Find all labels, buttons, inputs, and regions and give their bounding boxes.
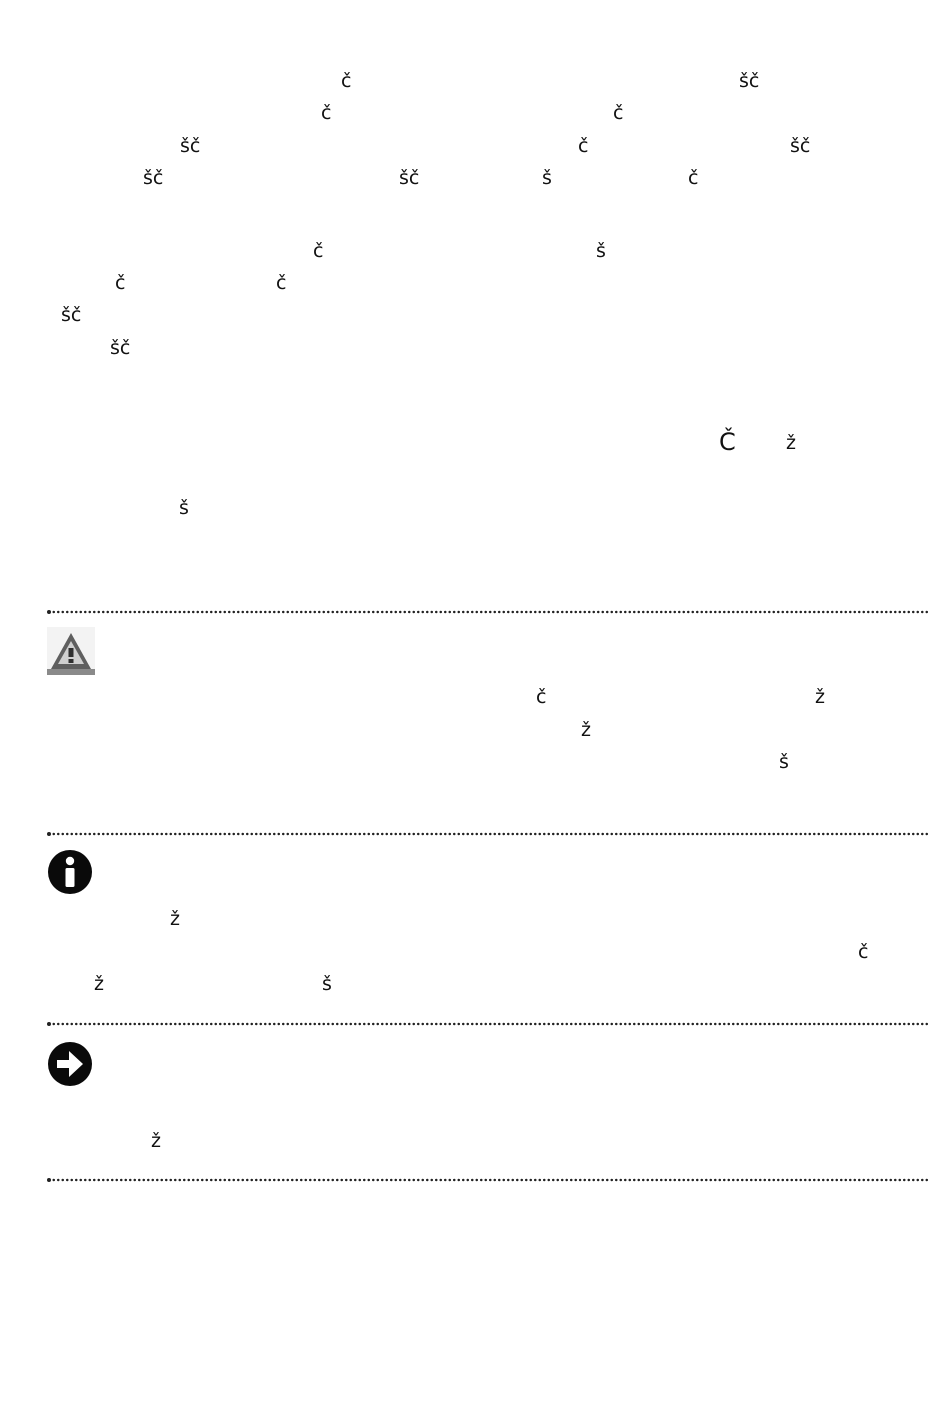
text-fragment: č bbox=[578, 135, 589, 157]
text-fragment: š bbox=[779, 751, 789, 773]
text-fragment: šč bbox=[143, 167, 164, 189]
info-icon bbox=[47, 849, 93, 895]
text-fragment: č bbox=[613, 102, 624, 124]
text-fragment: š bbox=[542, 167, 552, 189]
text-fragment: š bbox=[322, 973, 332, 995]
text-fragment: šč bbox=[790, 135, 811, 157]
text-fragment: šč bbox=[739, 70, 760, 92]
text-fragment: ž bbox=[94, 973, 104, 995]
dotted-divider bbox=[47, 1022, 929, 1026]
text-fragment: ž bbox=[815, 686, 825, 708]
dotted-divider bbox=[47, 1178, 929, 1182]
text-fragment: č bbox=[536, 686, 547, 708]
text-fragment: šč bbox=[180, 135, 201, 157]
text-fragment: č bbox=[321, 102, 332, 124]
text-fragment: ž bbox=[151, 1130, 161, 1152]
text-fragment: č bbox=[688, 167, 699, 189]
text-fragment: č bbox=[276, 272, 287, 294]
text-fragment: č bbox=[313, 240, 324, 262]
text-fragment: ž bbox=[170, 908, 180, 930]
dotted-divider bbox=[47, 832, 929, 836]
text-fragment: ž bbox=[786, 432, 796, 454]
dotted-divider bbox=[47, 610, 929, 614]
text-fragment: šč bbox=[399, 167, 420, 189]
text-fragment: š bbox=[596, 240, 606, 262]
text-fragment: Č bbox=[719, 428, 736, 456]
text-fragment: š bbox=[179, 497, 189, 519]
text-fragment: ž bbox=[581, 719, 591, 741]
text-fragment: č bbox=[858, 941, 869, 963]
text-fragment: šč bbox=[110, 337, 131, 359]
text-fragment: šč bbox=[61, 304, 82, 326]
text-fragment: č bbox=[115, 272, 126, 294]
warning-icon bbox=[47, 627, 95, 675]
text-fragment: č bbox=[341, 70, 352, 92]
arrow-right-icon bbox=[47, 1041, 93, 1087]
